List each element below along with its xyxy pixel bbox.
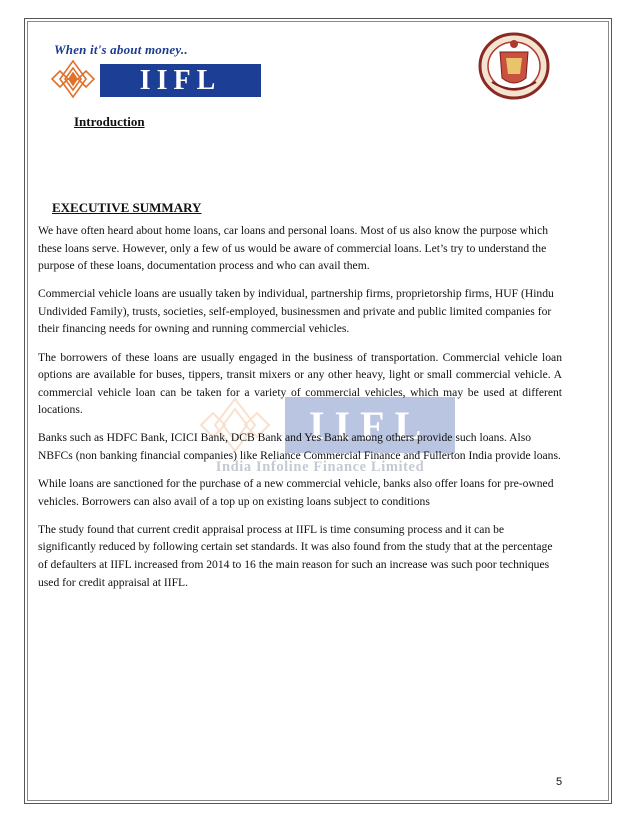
paragraph: Commercial vehicle loans are usually taken by individual, partnership firms, proprietorship firms, HUF (Hindu Undivided Family), trusts, societies, self-employed, businessmen and private and public limited companies for their financing needs for owning and running commercial vehicles. — [38, 287, 554, 336]
executive-summary-body — [38, 222, 562, 602]
iifl-logo — [48, 42, 268, 102]
watermark-wordmark: IIFL — [285, 397, 455, 453]
university-seal-icon — [478, 32, 550, 100]
paragraph: Banks such as HDFC Bank, ICICI Bank, DCB Bank and Yes Bank among others provide such loans. Also NBFCs (non banking financial companies) like Reliance Commercial Finance and Fullerton India provide loans. — [38, 431, 561, 463]
logo-wordmark: IIFL — [100, 64, 261, 97]
paragraph: The borrowers of these loans are usually engaged in the business of transportation. Commercial vehicle loan options are available for buses, tippers, transit mixers or any other heavy, light or small commercial vehicle. A commercial vehicle loan can be taken for a variety of commercial vehicles, which may be used at different locations. — [38, 350, 562, 417]
paragraph: The study found that current credit appraisal process at IIFL is time consuming process and it can be significantly reduced by following certain set standards. It was also found from the study that at the percentage of defaulters at IIFL increased from 2014 to 16 the main reason for such an increase was such poor techniques used for credit appraisal at IIFL. — [38, 522, 553, 589]
watermark-subtitle: India Infoline Finance Limited — [215, 459, 425, 475]
paragraph: We have often heard about home loans, car loans and personal loans. Most of us also know the purpose which these loans serve. However, only a few of us would be aware of commercial loans. Let’s try to understand the purpose of these loans, documentation process and who can avail them. — [38, 224, 549, 273]
iifl-ornament-icon — [48, 59, 98, 99]
section-heading-executive-summary: EXECUTIVE SUMMARY — [52, 200, 202, 215]
page-number: 5 — [556, 776, 563, 788]
logo-tagline: When it's about money.. — [54, 42, 188, 57]
section-heading-introduction: Introduction — [74, 114, 145, 129]
paragraph: While loans are sanctioned for the purchase of a new commercial vehicle, banks also offer loans for pre-owned vehicles. Borrowers can also avail of a top up on existing loans subject to conditions — [38, 477, 554, 508]
